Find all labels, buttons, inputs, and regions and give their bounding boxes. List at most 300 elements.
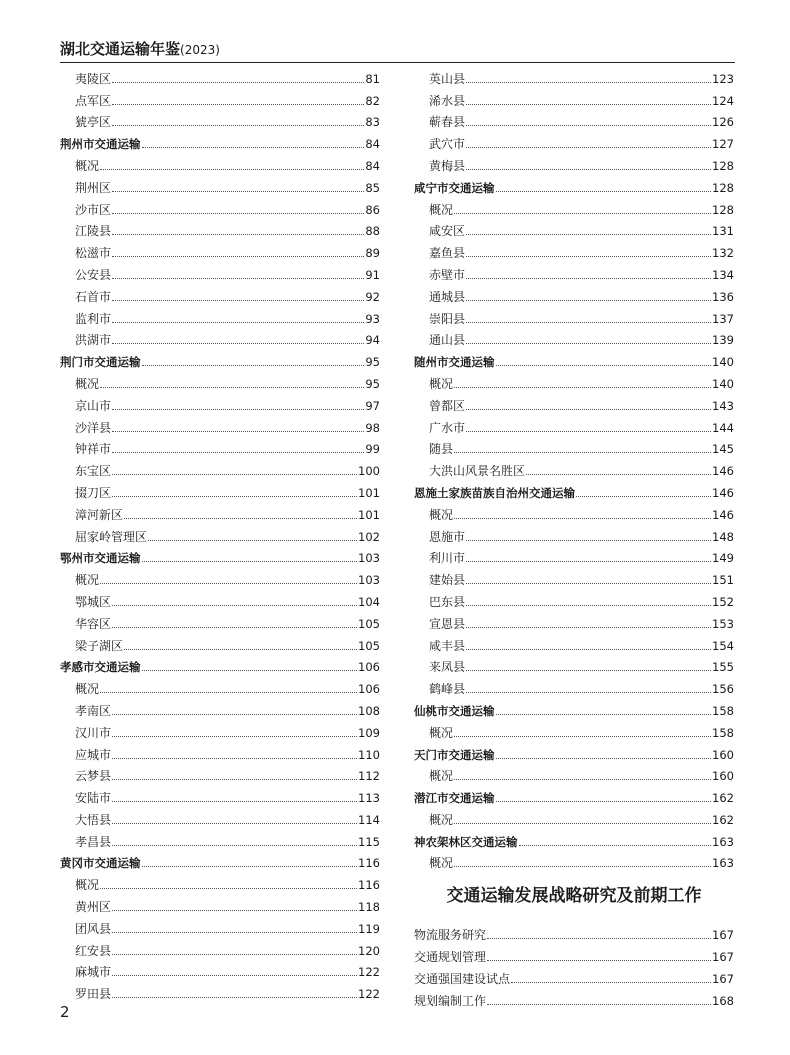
entry-page-number: 101	[358, 485, 380, 500]
dot-leader	[112, 627, 357, 628]
toc-entry[interactable]	[414, 631, 734, 653]
entry-page-number: 102	[358, 529, 380, 544]
dot-leader	[466, 670, 711, 671]
dot-leader	[466, 82, 711, 83]
toc-entry[interactable]	[60, 827, 380, 849]
dot-leader	[511, 982, 711, 983]
toc-entry[interactable]	[414, 762, 734, 784]
entry-label: 华容区	[75, 616, 112, 631]
dot-leader	[112, 975, 357, 976]
dot-leader	[487, 960, 711, 961]
entry-label: 物流服务研究	[414, 928, 487, 943]
entry-page-number: 122	[358, 987, 380, 1002]
entry-label: 东宝区	[75, 464, 112, 479]
entry-page-number: 120	[358, 943, 380, 958]
dot-leader	[466, 125, 711, 126]
toc-heading-entry[interactable]	[414, 173, 734, 195]
dot-leader	[112, 779, 357, 780]
dot-leader	[487, 1004, 711, 1005]
toc-entry[interactable]	[414, 435, 734, 457]
entry-label: 江陵县	[75, 224, 112, 239]
dot-leader	[142, 670, 358, 671]
entry-label: 大洪山风景名胜区	[429, 464, 526, 479]
dot-leader	[454, 518, 711, 519]
entry-page-number: 99	[365, 442, 380, 457]
dot-leader	[112, 452, 364, 453]
entry-page-number: 140	[712, 355, 734, 370]
toc-entry[interactable]	[414, 260, 734, 282]
dot-leader	[466, 409, 711, 410]
entry-label: 应城市	[75, 747, 112, 762]
entry-label: 嘉鱼县	[429, 246, 466, 261]
entry-label: 梁子湖区	[75, 638, 124, 653]
dot-leader	[112, 605, 357, 606]
toc-heading-entry[interactable]	[414, 696, 734, 718]
entry-label: 石首市	[75, 289, 112, 304]
dot-leader	[454, 452, 711, 453]
dot-leader	[100, 169, 364, 170]
entry-label: 巴东县	[429, 594, 466, 609]
entry-page-number: 146	[712, 464, 734, 479]
toc-entry[interactable]	[60, 718, 380, 740]
toc-entry[interactable]	[60, 86, 380, 108]
entry-page-number: 140	[712, 376, 734, 391]
entry-label: 屈家岭管理区	[75, 529, 148, 544]
dot-leader	[112, 104, 364, 105]
dot-leader	[142, 147, 365, 148]
entry-page-number: 83	[365, 115, 380, 130]
toc-entry[interactable]	[414, 151, 734, 173]
toc-entry[interactable]	[60, 587, 380, 609]
dot-leader	[526, 474, 711, 475]
toc-entry[interactable]	[414, 217, 734, 239]
dot-leader	[466, 256, 711, 257]
entry-label: 利川市	[429, 551, 466, 566]
entry-label: 孝南区	[75, 703, 112, 718]
toc-entry[interactable]	[414, 195, 734, 217]
dot-leader	[466, 104, 711, 105]
dot-leader	[112, 823, 357, 824]
entry-page-number: 91	[365, 267, 380, 282]
toc-entry[interactable]	[414, 849, 734, 871]
toc-entry[interactable]	[60, 522, 380, 544]
entry-label: 概况	[75, 682, 100, 697]
entry-label: 概况	[429, 856, 454, 871]
entry-label: 蕲春县	[429, 115, 466, 130]
entry-label: 团风县	[75, 921, 112, 936]
entry-label: 荆门市交通运输	[60, 355, 141, 370]
dot-leader	[112, 954, 357, 955]
dot-leader	[496, 758, 712, 759]
entry-label: 来凤县	[429, 660, 466, 675]
entry-label: 随州市交通运输	[414, 355, 495, 370]
entry-label: 恩施土家族苗族自治州交通运输	[414, 485, 575, 500]
entry-page-number: 88	[365, 224, 380, 239]
entry-page-number: 151	[712, 573, 734, 588]
entry-page-number: 108	[358, 703, 380, 718]
entry-page-number: 152	[712, 594, 734, 609]
dot-leader	[112, 801, 357, 802]
entry-label: 猇亭区	[75, 115, 112, 130]
toc-left-column	[60, 64, 380, 1001]
entry-page-number: 124	[712, 93, 734, 108]
entry-page-number: 115	[358, 834, 380, 849]
entry-label: 黄州区	[75, 900, 112, 915]
entry-page-number: 116	[358, 878, 380, 893]
toc-entry[interactable]	[60, 609, 380, 631]
toc-entry[interactable]	[60, 391, 380, 413]
toc-entry[interactable]	[414, 522, 734, 544]
toc-entry[interactable]	[414, 326, 734, 348]
toc-heading-entry[interactable]	[414, 740, 734, 762]
toc-entry[interactable]	[60, 631, 380, 653]
dot-leader	[112, 191, 364, 192]
toc-entry[interactable]	[60, 762, 380, 784]
entry-page-number: 95	[365, 376, 380, 391]
toc-entry[interactable]	[414, 964, 734, 986]
dot-leader	[454, 823, 711, 824]
dot-leader	[454, 736, 711, 737]
dot-leader	[466, 540, 711, 541]
entry-page-number: 149	[712, 551, 734, 566]
entry-label: 孝感市交通运输	[60, 660, 141, 675]
entry-label: 规划编制工作	[414, 993, 487, 1008]
toc-entry[interactable]	[414, 369, 734, 391]
toc-entry[interactable]	[414, 282, 734, 304]
entry-page-number: 163	[712, 834, 734, 849]
toc-entry[interactable]	[60, 674, 380, 696]
dot-leader	[466, 692, 711, 693]
entry-label: 交通强国建设试点	[414, 971, 511, 986]
dot-leader	[100, 888, 357, 889]
entry-label: 洪湖市	[75, 333, 112, 348]
entry-page-number: 167	[712, 928, 734, 943]
entry-page-number: 128	[712, 158, 734, 173]
entry-page-number: 118	[358, 900, 380, 915]
entry-page-number: 154	[712, 638, 734, 653]
dot-leader	[466, 649, 711, 650]
entry-page-number: 94	[365, 333, 380, 348]
entry-page-number: 158	[712, 703, 734, 718]
entry-label: 通城县	[429, 289, 466, 304]
entry-page-number: 137	[712, 311, 734, 326]
dot-leader	[142, 866, 358, 867]
toc-entry[interactable]	[60, 326, 380, 348]
dot-leader	[112, 409, 364, 410]
entry-page-number: 156	[712, 682, 734, 697]
dot-leader	[466, 234, 711, 235]
entry-label: 概况	[429, 812, 454, 827]
toc-heading-entry[interactable]	[60, 653, 380, 675]
entry-label: 孝昌县	[75, 834, 112, 849]
entry-page-number: 143	[712, 398, 734, 413]
entry-label: 黄冈市交通运输	[60, 856, 141, 871]
toc-entry[interactable]	[414, 653, 734, 675]
dot-leader	[112, 125, 364, 126]
toc-entry[interactable]	[60, 435, 380, 457]
toc-entry[interactable]	[414, 986, 734, 1008]
entry-page-number: 127	[712, 137, 734, 152]
toc-heading-entry[interactable]	[414, 827, 734, 849]
dot-leader	[112, 256, 364, 257]
toc-entry[interactable]	[60, 108, 380, 130]
toc-entry[interactable]	[414, 609, 734, 631]
dot-leader	[496, 365, 712, 366]
dot-leader	[496, 191, 712, 192]
entry-label: 概况	[429, 769, 454, 784]
dot-leader	[112, 845, 357, 846]
toc-entry[interactable]	[60, 783, 380, 805]
toc-entry[interactable]	[414, 456, 734, 478]
dot-leader	[466, 278, 711, 279]
dot-leader	[112, 343, 364, 344]
entry-label: 曾都区	[429, 398, 466, 413]
entry-label: 黄梅县	[429, 158, 466, 173]
entry-page-number: 106	[358, 660, 380, 675]
entry-page-number: 101	[358, 507, 380, 522]
entry-label: 随县	[429, 442, 454, 457]
toc-entry[interactable]	[60, 805, 380, 827]
dot-leader	[496, 714, 712, 715]
toc-entry[interactable]	[60, 696, 380, 718]
toc-heading-entry[interactable]	[60, 129, 380, 151]
entry-label: 大悟县	[75, 812, 112, 827]
dot-leader	[124, 649, 357, 650]
dot-leader	[112, 431, 364, 432]
toc-entry[interactable]	[60, 936, 380, 958]
dot-leader	[112, 213, 364, 214]
book-title: 湖北交通运输年鉴	[60, 40, 181, 58]
entry-page-number: 146	[712, 485, 734, 500]
entry-page-number: 103	[358, 573, 380, 588]
entry-label: 潜江市交通运输	[414, 791, 495, 806]
toc-entry[interactable]	[414, 500, 734, 522]
entry-page-number: 131	[712, 224, 734, 239]
dot-leader	[142, 365, 365, 366]
entry-label: 荆州区	[75, 180, 112, 195]
toc-entry[interactable]	[414, 674, 734, 696]
book-year: (2023)	[180, 43, 220, 57]
toc-entry[interactable]	[60, 195, 380, 217]
entry-label: 概况	[75, 376, 100, 391]
toc-entry[interactable]	[60, 151, 380, 173]
toc-entry[interactable]	[414, 805, 734, 827]
entry-page-number: 105	[358, 638, 380, 653]
dot-leader	[466, 343, 711, 344]
entry-page-number: 85	[365, 180, 380, 195]
dot-leader	[466, 627, 711, 628]
toc-entry[interactable]	[60, 456, 380, 478]
dot-leader	[576, 496, 711, 497]
toc-entry[interactable]	[60, 979, 380, 1001]
toc-entry[interactable]	[60, 565, 380, 587]
entry-page-number: 86	[365, 202, 380, 217]
entry-label: 漳河新区	[75, 507, 124, 522]
entry-page-number: 95	[365, 355, 380, 370]
toc-entry[interactable]	[414, 565, 734, 587]
entry-label: 咸丰县	[429, 638, 466, 653]
entry-label: 赤壁市	[429, 267, 466, 282]
entry-page-number: 134	[712, 267, 734, 282]
dot-leader	[496, 801, 712, 802]
dot-leader	[454, 866, 711, 867]
entry-label: 鄂城区	[75, 594, 112, 609]
entry-page-number: 89	[365, 246, 380, 261]
toc-entry[interactable]	[60, 260, 380, 282]
entry-page-number: 100	[358, 464, 380, 479]
entry-label: 概况	[429, 376, 454, 391]
dot-leader	[100, 583, 357, 584]
entry-label: 神农架林区交通运输	[414, 834, 518, 849]
toc-entry[interactable]	[414, 544, 734, 566]
toc-entry[interactable]	[60, 500, 380, 522]
toc-entry[interactable]	[60, 282, 380, 304]
entry-label: 英山县	[429, 71, 466, 86]
toc-entry[interactable]	[414, 129, 734, 151]
entry-page-number: 167	[712, 950, 734, 965]
dot-leader	[487, 938, 711, 939]
entry-page-number: 132	[712, 246, 734, 261]
dot-leader	[100, 387, 364, 388]
dot-leader	[112, 758, 357, 759]
dot-leader	[454, 779, 711, 780]
toc-entry[interactable]	[60, 914, 380, 936]
toc-entry[interactable]	[414, 718, 734, 740]
toc-heading-entry[interactable]	[60, 849, 380, 871]
entry-label: 监利市	[75, 311, 112, 326]
entry-page-number: 114	[358, 812, 380, 827]
entry-page-number: 162	[712, 791, 734, 806]
toc-entry[interactable]	[60, 304, 380, 326]
entry-page-number: 109	[358, 725, 380, 740]
dot-leader	[112, 474, 357, 475]
entry-label: 宣恩县	[429, 616, 466, 631]
entry-label: 罗田县	[75, 987, 112, 1002]
dot-leader	[466, 300, 711, 301]
dot-leader	[148, 540, 357, 541]
toc-heading-entry[interactable]	[60, 347, 380, 369]
toc-entry[interactable]	[414, 86, 734, 108]
toc-heading-entry[interactable]	[414, 478, 734, 500]
toc-heading-entry[interactable]	[414, 347, 734, 369]
entry-page-number: 126	[712, 115, 734, 130]
entry-page-number: 103	[358, 551, 380, 566]
entry-page-number: 162	[712, 812, 734, 827]
toc-entry[interactable]	[414, 304, 734, 326]
entry-page-number: 92	[365, 289, 380, 304]
toc-entry[interactable]	[414, 942, 734, 964]
toc-entry[interactable]	[60, 238, 380, 260]
toc-entry[interactable]	[60, 740, 380, 762]
dot-leader	[466, 583, 711, 584]
entry-page-number: 123	[712, 71, 734, 86]
toc-entry[interactable]	[60, 413, 380, 435]
entry-label: 鹤峰县	[429, 682, 466, 697]
toc-entry[interactable]	[60, 217, 380, 239]
dot-leader	[466, 169, 711, 170]
section-title: 交通运输发展战略研究及前期工作	[446, 886, 702, 907]
entry-page-number: 128	[712, 180, 734, 195]
dot-leader	[142, 561, 358, 562]
entry-label: 建始县	[429, 573, 466, 588]
entry-page-number: 145	[712, 442, 734, 457]
dot-leader	[112, 82, 364, 83]
entry-label: 掇刀区	[75, 485, 112, 500]
entry-label: 荆州市交通运输	[60, 137, 141, 152]
entry-page-number: 139	[712, 333, 734, 348]
dot-leader	[112, 322, 364, 323]
dot-leader	[100, 692, 357, 693]
entry-page-number: 163	[712, 856, 734, 871]
toc-right-entries	[414, 64, 734, 870]
entry-label: 天门市交通运输	[414, 747, 495, 762]
toc-entry[interactable]	[60, 173, 380, 195]
entry-page-number: 155	[712, 660, 734, 675]
entry-label: 松滋市	[75, 246, 112, 261]
toc-heading-entry[interactable]	[60, 544, 380, 566]
entry-page-number: 110	[358, 747, 380, 762]
entry-label: 夷陵区	[75, 71, 112, 86]
toc-entry[interactable]	[414, 920, 734, 942]
entry-page-number: 160	[712, 769, 734, 784]
toc-entry[interactable]	[60, 892, 380, 914]
entry-page-number: 119	[358, 921, 380, 936]
toc-entry[interactable]	[60, 958, 380, 980]
dot-leader	[112, 278, 364, 279]
dot-leader	[454, 213, 711, 214]
entry-page-number: 136	[712, 289, 734, 304]
page-number: 2	[60, 1003, 70, 1021]
toc-entry[interactable]	[414, 238, 734, 260]
entry-label: 概况	[75, 878, 100, 893]
dot-leader	[112, 714, 357, 715]
entry-label: 武穴市	[429, 137, 466, 152]
toc-entry[interactable]	[414, 413, 734, 435]
toc-entry[interactable]	[414, 108, 734, 130]
entry-page-number: 113	[358, 791, 380, 806]
entry-label: 京山市	[75, 398, 112, 413]
dot-leader	[112, 910, 357, 911]
toc-entry[interactable]	[60, 478, 380, 500]
toc-heading-entry[interactable]	[414, 783, 734, 805]
toc-entry[interactable]	[60, 64, 380, 86]
entry-page-number: 160	[712, 747, 734, 762]
entry-page-number: 106	[358, 682, 380, 697]
toc-entry[interactable]	[414, 64, 734, 86]
entry-page-number: 93	[365, 311, 380, 326]
entry-page-number: 153	[712, 616, 734, 631]
entry-page-number: 82	[365, 93, 380, 108]
entry-page-number: 104	[358, 594, 380, 609]
dot-leader	[519, 845, 712, 846]
entry-label: 点军区	[75, 93, 112, 108]
entry-label: 通山县	[429, 333, 466, 348]
entry-page-number: 81	[365, 71, 380, 86]
entry-label: 云梦县	[75, 769, 112, 784]
dot-leader	[112, 234, 364, 235]
entry-label: 麻城市	[75, 965, 112, 980]
entry-label: 概况	[75, 573, 100, 588]
dot-leader	[112, 736, 357, 737]
entry-page-number: 112	[358, 769, 380, 784]
entry-label: 交通规划管理	[414, 950, 487, 965]
dot-leader	[466, 605, 711, 606]
toc-entry[interactable]	[60, 369, 380, 391]
toc-entry[interactable]	[60, 870, 380, 892]
entry-page-number: 84	[365, 158, 380, 173]
toc-entry[interactable]	[414, 587, 734, 609]
toc-entry[interactable]	[414, 391, 734, 413]
